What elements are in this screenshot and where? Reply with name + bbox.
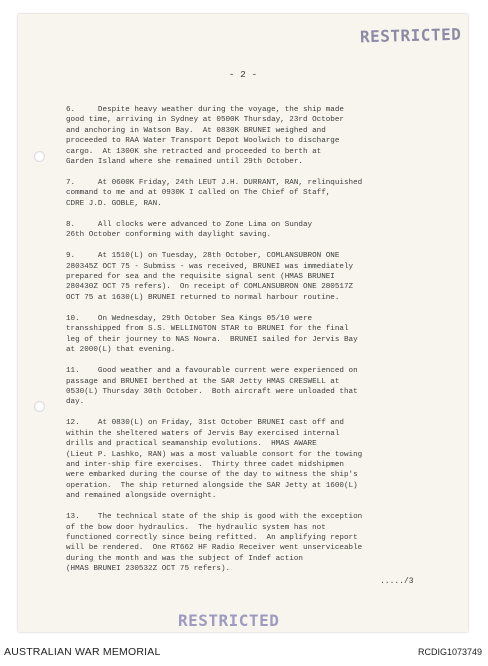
punch-hole: [34, 401, 45, 412]
paragraph-8: 8. All clocks were advanced to Zone Lima on Sunday 26th October conforming with daylight saving.: [66, 220, 313, 240]
paragraph-7: 7. At 0600K Friday, 24th LEUT J.H. DURRANT, RAN, relinquished command to me and at 0930K I called on The Chief of Staff, CDRE J.D. GOBLE, RAN.: [66, 179, 363, 208]
paragraph-12: 12. At 0830(L) on Friday, 31st October BRUNEI cast off and within the sheltered waters of Jervis Bay exercised internal drills and practical seamanship evolutions. HMAS AWARE (Lieut P. Lashko, RAN) was a most valuable consort for the towing and inter-ship fire exercises. Thirty three cadet midshipmen were embarked during the course of the day to witness the ship's operation. The ship returned alongside the SAR Jetty at 1600(L) and remained alongside overnight.: [66, 419, 363, 501]
paragraph-list: [66, 105, 446, 585]
restricted-stamp-top: RESTRICTED: [359, 24, 462, 47]
page-number: - 2 -: [228, 69, 258, 80]
record-id: RCDIG1073749: [417, 647, 482, 657]
paragraph-13: 13. The technical state of the ship is good with the exception of the bow door hydraulics. The hydraulic system has not functioned correctly since being refitted. An amplifying report will be rendered. One RT662 HF Radio Receiver went unserviceable during the month and was the subject of Indef action (HMAS BRUNEI 230532Z OCT 75 refers).: [66, 513, 363, 574]
punch-hole: [34, 151, 45, 162]
continuation-marker: ...../3: [380, 577, 414, 586]
paragraph-10: 10. On Wednesday, 29th October Sea Kings 05/10 were transshipped from S.S. WELLINGTON STAR to BRUNEI for the final leg of their journey to NAS Nowra. BRUNEI sailed for Jervis Bay at 2000(L) that evening.: [66, 314, 358, 355]
paragraph-6: 6. Despite heavy weather during the voyage, the ship made good time, arriving in Sydney at 0500K Thursday, 23rd October and anchoring in Watson Bay. At 0830K BRUNEI weighed and proceeded to RAA Water Transport Depot Woolwich to discharge cargo. At 1300K she retracted and proceeded to berth at Garden Island where she remained until 29th October.: [66, 106, 344, 167]
document-page: [18, 14, 468, 632]
paragraph-9: 9. At 1510(L) on Tuesday, 28th October, COMLANSUBRON ONE 280345Z OCT 75 - Submiss - was received, BRUNEI was immediately prepared for sea and the requisite signal sent (HMAS BRUNEI 280430Z OCT 75 refers). On receipt of COMLANSUBRON ONE 280517Z OCT 75 at 1630(L) BRUNEI returned to normal harbour routine.: [66, 252, 354, 302]
restricted-stamp-bottom: RESTRICTED: [178, 611, 280, 630]
paragraph-11: 11. Good weather and a favourable current were experienced on passage and BRUNEI berthed at the SAR Jetty HMAS CRESWELL at 0530(L) Thursday 30th October. Both aircraft were unloaded that day.: [66, 367, 358, 407]
archive-name: AUSTRALIAN WAR MEMORIAL: [4, 646, 161, 658]
archive-footer: [0, 640, 488, 666]
